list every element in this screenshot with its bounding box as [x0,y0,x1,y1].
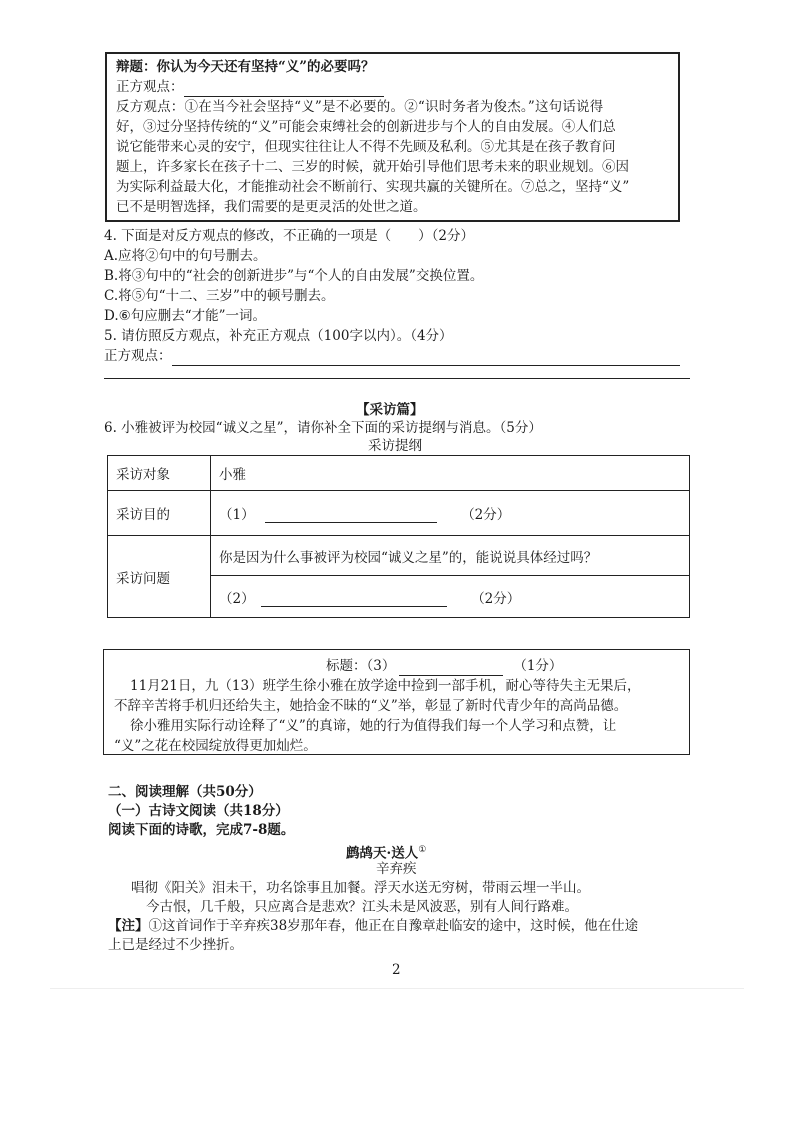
q4-option-c[interactable]: C.将⑤句“十二、三岁”中的顿号删去。 [104,288,335,304]
news-line-3: 徐小雅用实际行动诠释了“义”的真谛，她的行为值得我们每一个人学习和点赞，让 [130,718,617,734]
q4-option-a[interactable]: A.应将②句中的句号删去。 [104,248,267,264]
question-label-cell: 采访问题 [108,536,211,618]
note-text-1: ①这首词作于辛弃疾38岁那年春，他正在自豫章赴临安的途中，这时候，他在仕途 [148,918,639,934]
con-line-6: 已不是明智选择，我们需要的是更灵活的处世之道。 [116,199,427,215]
footer-divider [50,988,744,989]
purpose-label-cell: 采访目的 [108,491,211,536]
con-line-5: 为实际利益最大化，才能推动社会不断前行、实现共赢的关键所在。⑦总之，坚持“义” [116,179,630,195]
reading-subsection-title: （一）古诗文阅读（共18分） [108,803,289,819]
purpose-number: （1） [219,507,255,523]
q5-label: 正方观点： [104,348,172,364]
poem-note-mark: ① [418,845,427,855]
interview-table-title: 采访提纲 [368,438,422,454]
purpose-cell [211,491,690,536]
note-label: 【注】 [108,918,149,934]
poem-note-line-2: 上已是经过不少挫折。 [108,937,243,953]
con-line-3: 说它能带来心灵的安宁，但现实往往让人不得不先顾及私利。⑤尤其是在孩子教育问 [116,139,616,155]
question-text-cell: 你是因为什么事被评为校园“诚义之星”的，能说说具体经过吗？ [211,536,690,576]
purpose-score: （2分） [461,507,511,523]
purpose-blank[interactable] [265,508,437,523]
interview-section-title: 【采访篇】 [356,402,424,418]
news-title-label: 标题：（3） [326,658,396,674]
news-line-1: 11月21日，九（13）班学生徐小雅在放学途中捡到一部手机，耐心等待失主无果后， [130,678,641,694]
q4-stem: 4. 下面是对反方观点的修改，不正确的一项是（ ）（2分） [104,228,475,244]
q5-answer-row [104,346,680,366]
q4-option-b[interactable]: B.将③句中的“社会的创新进步”与“个人的自由发展”交换位置。 [104,268,484,284]
q5-stem: 5. 请仿照反方观点，补充正方观点（100字以内）。（4分） [104,328,453,344]
question2-cell [211,576,690,618]
interview-outline-table [107,455,690,618]
q5-answer-blank-1[interactable] [172,351,680,366]
q4-option-d[interactable]: D.⑥句应删去“才能”一词。 [104,308,267,324]
poem-author: 辛弃疾 [376,861,417,877]
news-line-2: 不辞辛苦将手机归还给失主，她拾金不昧的“义”举，彰显了新时代青少年的高尚品德。 [114,698,628,714]
reading-instruction: 阅读下面的诗歌，完成7-8题。 [108,822,295,838]
con-line-2: 好，③过分坚持传统的“义”可能会束缚社会的创新进步与个人的自由发展。④人们总 [116,119,616,135]
poem-line-1: 唱彻《阳关》泪未干，功名馀事且加餐。浮天水送无穷树，带雨云埋一半山。 [131,880,590,896]
news-title-blank[interactable] [399,661,503,676]
pro-view-label [116,77,384,97]
news-line-4: “义”之花在校园绽放得更加灿烂。 [114,738,317,754]
news-title-score: （1分） [513,658,563,674]
debate-title: 辩题：你认为今天还有坚持“义”的必要吗？ [116,59,375,75]
con-line-1: 反方观点：①在当今社会坚持“义”是不必要的。②“识时务者为俊杰。”这句话说得 [116,99,604,115]
question2-score: （2分） [471,590,521,607]
q5-answer-blank-2[interactable] [104,378,690,379]
q6-stem: 6. 小雅被评为校园“诚义之星”，请你补全下面的采访提纲与消息。（5分） [104,420,542,436]
con-line-4: 题上，许多家长在孩子十二、三岁的时候，就开始引导他们思考未来的职业规划。⑥因 [116,159,629,175]
poem-line-2: 今古恨，几千般，只应离合是悲欢？江头未是风波恶，别有人间行路难。 [146,899,578,915]
poem-title-text: 鹧鸪天·送人 [346,845,419,862]
poem-note-line-1 [108,916,638,936]
pro-label-text: 正方观点： [116,79,184,95]
object-value-cell: 小雅 [211,456,690,491]
pro-view-blank[interactable] [184,82,384,97]
question2-number: （2） [219,590,255,607]
page-number: 2 [392,962,401,978]
question2-blank[interactable] [261,592,447,607]
news-title-row [326,656,562,676]
reading-section-title: 二、阅读理解（共50分） [108,784,262,800]
object-label-cell: 采访对象 [108,456,211,491]
